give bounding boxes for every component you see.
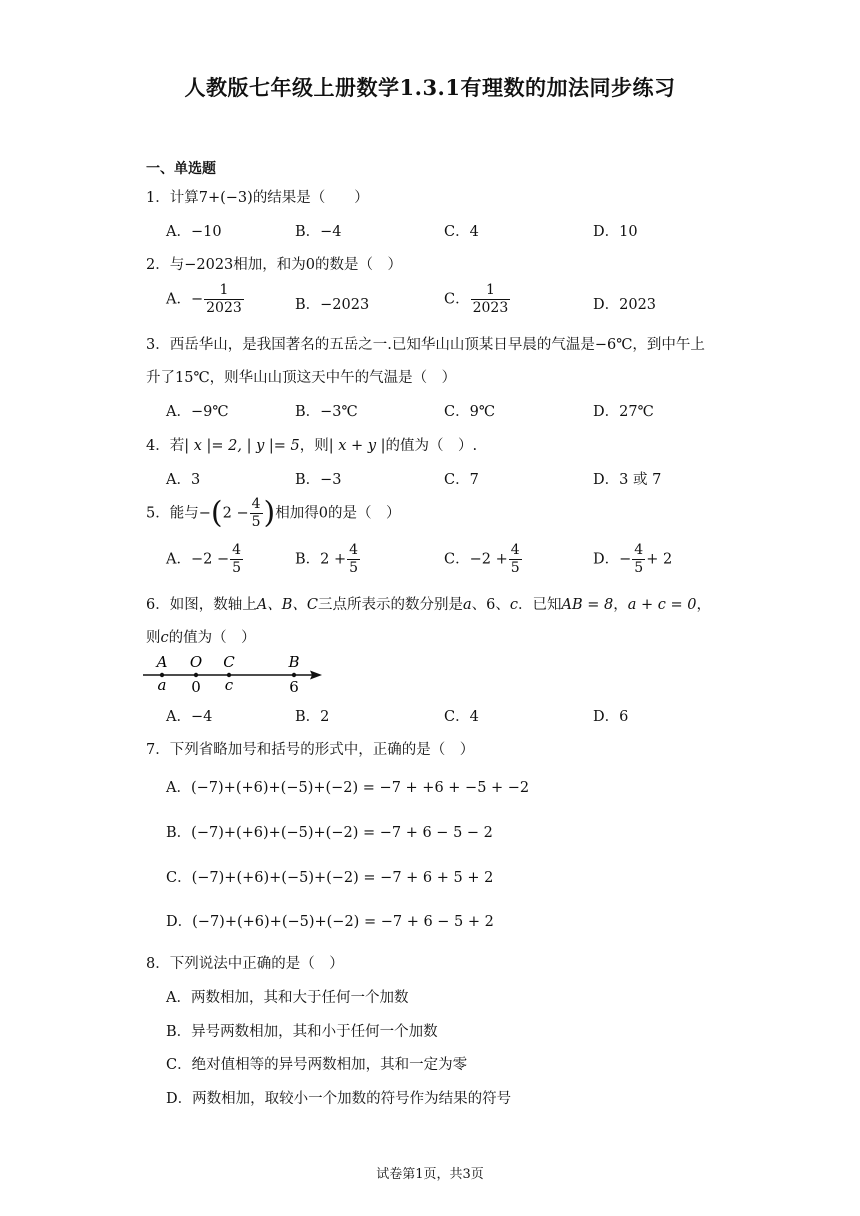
q6-ac: a + c = 0 (627, 597, 697, 613)
label-B: B (288, 653, 300, 671)
q6-line-2 (146, 626, 256, 647)
q8-option-c[interactable]: C．绝对值相等的异号两数相加，其和一定为零 (166, 1057, 468, 1073)
q2-stem-a: 2．与 (146, 257, 185, 273)
q7-a-rhs: = −7 + +6 + −5 + −2 (362, 780, 530, 796)
q5-open-paren: ( (210, 495, 223, 531)
point-o-dot (194, 673, 198, 677)
q4-option-b[interactable]: B．−3 (295, 472, 342, 488)
q7-a-label: A． (166, 780, 191, 796)
q7-c-label: C． (166, 870, 192, 886)
label-C: C (223, 653, 235, 671)
q7-d-rhs: = −7 + 6 − 5 + 2 (363, 914, 494, 930)
q2-a-sign: − (190, 291, 204, 308)
label-A: A (156, 653, 168, 671)
q3-line-2: 升了15℃，则华山山顶这天中午的气温是（ ） (146, 370, 457, 386)
q1-stem-a: 1．计算 (146, 190, 199, 206)
q7-d-label: D． (166, 914, 193, 930)
q7-b-lhs: (−7)+(+6)+(−5)+(−2) (191, 825, 359, 841)
q6-option-a[interactable]: A．−4 (166, 709, 213, 725)
q4-expr: | x + y | (328, 438, 386, 454)
q4-stem-c: 的值为（ ）. (385, 438, 478, 454)
q6-comma: ， (613, 597, 628, 613)
q2-a-fraction (204, 282, 244, 317)
number-line-figure (140, 650, 330, 698)
q2-stem-b: 相加，和为 (233, 257, 306, 273)
q7-c-lhs: (−7)+(+6)+(−5)+(−2) (191, 870, 359, 886)
q6-option-c[interactable]: C．4 (444, 709, 479, 725)
q5-option-c[interactable] (444, 542, 523, 577)
q5-fraction (250, 496, 263, 531)
q3-option-b[interactable]: B．−3℃ (295, 404, 358, 420)
q5-num: 4 (251, 496, 261, 512)
question-4 (146, 434, 477, 455)
q5-b-label: B． (295, 551, 321, 568)
label-c-value: c (224, 676, 234, 694)
q2-option-d[interactable]: D．2023 (593, 297, 657, 313)
q6-l2-b: 的值为（ ） (168, 630, 256, 646)
q2-a-den: 2023 (206, 300, 242, 316)
q7-c-rhs: = −7 + 6 + 5 + 2 (363, 870, 494, 886)
q5-a-den: 5 (232, 560, 242, 576)
q5-den: 5 (251, 514, 261, 530)
q2-option-b[interactable]: B．−2023 (295, 297, 370, 313)
q7-option-b[interactable] (166, 821, 493, 842)
q6-a: a (462, 597, 472, 613)
q3-option-c[interactable]: C．9℃ (444, 404, 496, 420)
q4-option-c[interactable]: C．7 (444, 472, 479, 488)
q5-c-pre: −2 + (469, 551, 508, 568)
q4-option-a[interactable]: A．3 (166, 472, 201, 488)
q1-option-a[interactable]: A．−10 (166, 224, 222, 240)
q3-option-d[interactable]: D．27℃ (593, 404, 654, 420)
q5-b-num: 4 (349, 542, 359, 558)
q2-option-c[interactable] (444, 282, 511, 317)
q5-d-den: 5 (634, 560, 644, 576)
q5-option-b[interactable] (295, 542, 361, 577)
q2-stem-c: 的数是（ ） (315, 257, 403, 273)
q7-option-c[interactable] (166, 866, 493, 887)
q4-condition: | x |= 2, | y |= 5 (184, 438, 300, 454)
label-zero: 0 (191, 678, 201, 696)
q6-sep1: 、6、 (471, 597, 510, 613)
q5-option-a[interactable] (166, 542, 244, 577)
point-b-dot (292, 673, 296, 677)
q8-option-d[interactable]: D．两数相加，取较小一个加数的符号作为结果的符号 (166, 1091, 512, 1107)
q5-a-pre: −2 − (190, 551, 230, 568)
q4-stem-b: ，则 (299, 438, 329, 454)
page-footer: 试卷第1页，共3页 (376, 1167, 484, 1182)
q1-expr: 7+(−3) (198, 190, 253, 206)
q5-stem-b: 相加得 (275, 505, 319, 522)
q5-b-den: 5 (349, 560, 359, 576)
q5-two: 2 − (222, 505, 249, 522)
question-1 (146, 186, 369, 207)
q7-a-lhs: (−7)+(+6)+(−5)+(−2) (190, 780, 359, 796)
q6-l1-b: 三点所表示的数分别是 (317, 597, 463, 613)
q5-c-num: 4 (510, 542, 520, 558)
q6-option-d[interactable]: D．6 (593, 709, 629, 725)
q6-comma2: ， (696, 597, 711, 613)
q1-stem-b: 的结果是（ ） (252, 190, 369, 206)
q2-a-num: 1 (204, 282, 244, 300)
q4-stem-a: 4．若 (146, 438, 185, 454)
q5-stem-c: 的是（ ） (327, 505, 401, 522)
q5-minus: − (198, 505, 211, 522)
q5-c-fraction (509, 542, 522, 577)
q8-option-a[interactable]: A．两数相加，其和大于任何一个加数 (166, 990, 409, 1006)
q5-d-num: 4 (634, 542, 644, 558)
q6-ab: AB = 8 (561, 597, 614, 613)
q8-option-b[interactable]: B．异号两数相加，其和小于任何一个加数 (166, 1024, 438, 1040)
q5-d-label: D． (593, 551, 620, 568)
q5-option-d[interactable] (593, 542, 672, 577)
q5-d-pre: − (619, 551, 632, 568)
question-2 (146, 253, 402, 274)
q5-b-pre: 2 + (320, 551, 347, 568)
label-O: O (189, 653, 203, 671)
page-title: 人教版七年级上册数学1.3.1有理数的加法同步练习 (184, 75, 676, 100)
label-a-value: a (157, 676, 167, 694)
q5-close-paren: ) (263, 495, 276, 531)
q5-c-den: 5 (510, 560, 520, 576)
q5-a-label: A． (166, 551, 191, 568)
q5-b-fraction (347, 542, 360, 577)
q2-c-den: 2023 (472, 300, 509, 316)
q7-b-rhs: = −7 + 6 − 5 − 2 (362, 825, 493, 841)
q1-option-b[interactable]: B．−4 (295, 224, 342, 240)
q6-l1-a: 6．如图，数轴上 (146, 597, 257, 613)
q3-option-a[interactable]: A．−9℃ (166, 404, 229, 420)
q1-option-c[interactable]: C．4 (444, 224, 479, 240)
q7-d-lhs: (−7)+(+6)+(−5)+(−2) (192, 914, 360, 930)
q7-b-label: B． (166, 825, 192, 841)
q7-option-d[interactable] (166, 910, 494, 931)
q1-option-d[interactable]: D．10 (593, 224, 638, 240)
q2-c-num: 1 (471, 282, 511, 300)
q7-stem: 7．下列省略加号和括号的形式中，正确的是（ ） (146, 742, 475, 758)
q6-option-b[interactable]: B．2 (295, 709, 330, 725)
q6-l2-a: 则 (146, 630, 161, 646)
q4-option-d[interactable]: D．3 或 7 (593, 472, 662, 488)
q2-a-label: A． (166, 291, 191, 308)
q6-c: c (509, 597, 518, 613)
q5-d-post: + 2 (646, 551, 673, 568)
q8-stem: 8．下列说法中正确的是（ ） (146, 956, 344, 972)
q6-points: A、B、C (256, 597, 318, 613)
q3-line-1: 3．西岳华山，是我国著名的五岳之一.已知华山山顶某日早晨的气温是−6℃，到中午上 (146, 337, 705, 353)
q2-num: −2023 (184, 257, 234, 273)
q2-zero: 0 (305, 257, 316, 273)
q6-l2-c: c (160, 630, 169, 646)
q2-option-a[interactable] (166, 282, 245, 317)
q5-d-fraction (632, 542, 645, 577)
q2-c-fraction (471, 282, 511, 317)
section-heading: 一、单选题 (146, 161, 216, 177)
q5-zero: 0 (318, 505, 328, 522)
q2-c-label: C． (444, 291, 470, 308)
q5-stem-a: 5．能与 (146, 505, 199, 522)
question-5 (146, 496, 400, 531)
q6-line-1 (146, 593, 711, 614)
q7-option-a[interactable] (166, 776, 529, 797)
label-six: 6 (289, 678, 299, 696)
q6-l1-c: ．已知 (517, 597, 562, 613)
q5-a-fraction (230, 542, 243, 577)
q5-a-num: 4 (232, 542, 242, 558)
q5-c-label: C． (444, 551, 470, 568)
